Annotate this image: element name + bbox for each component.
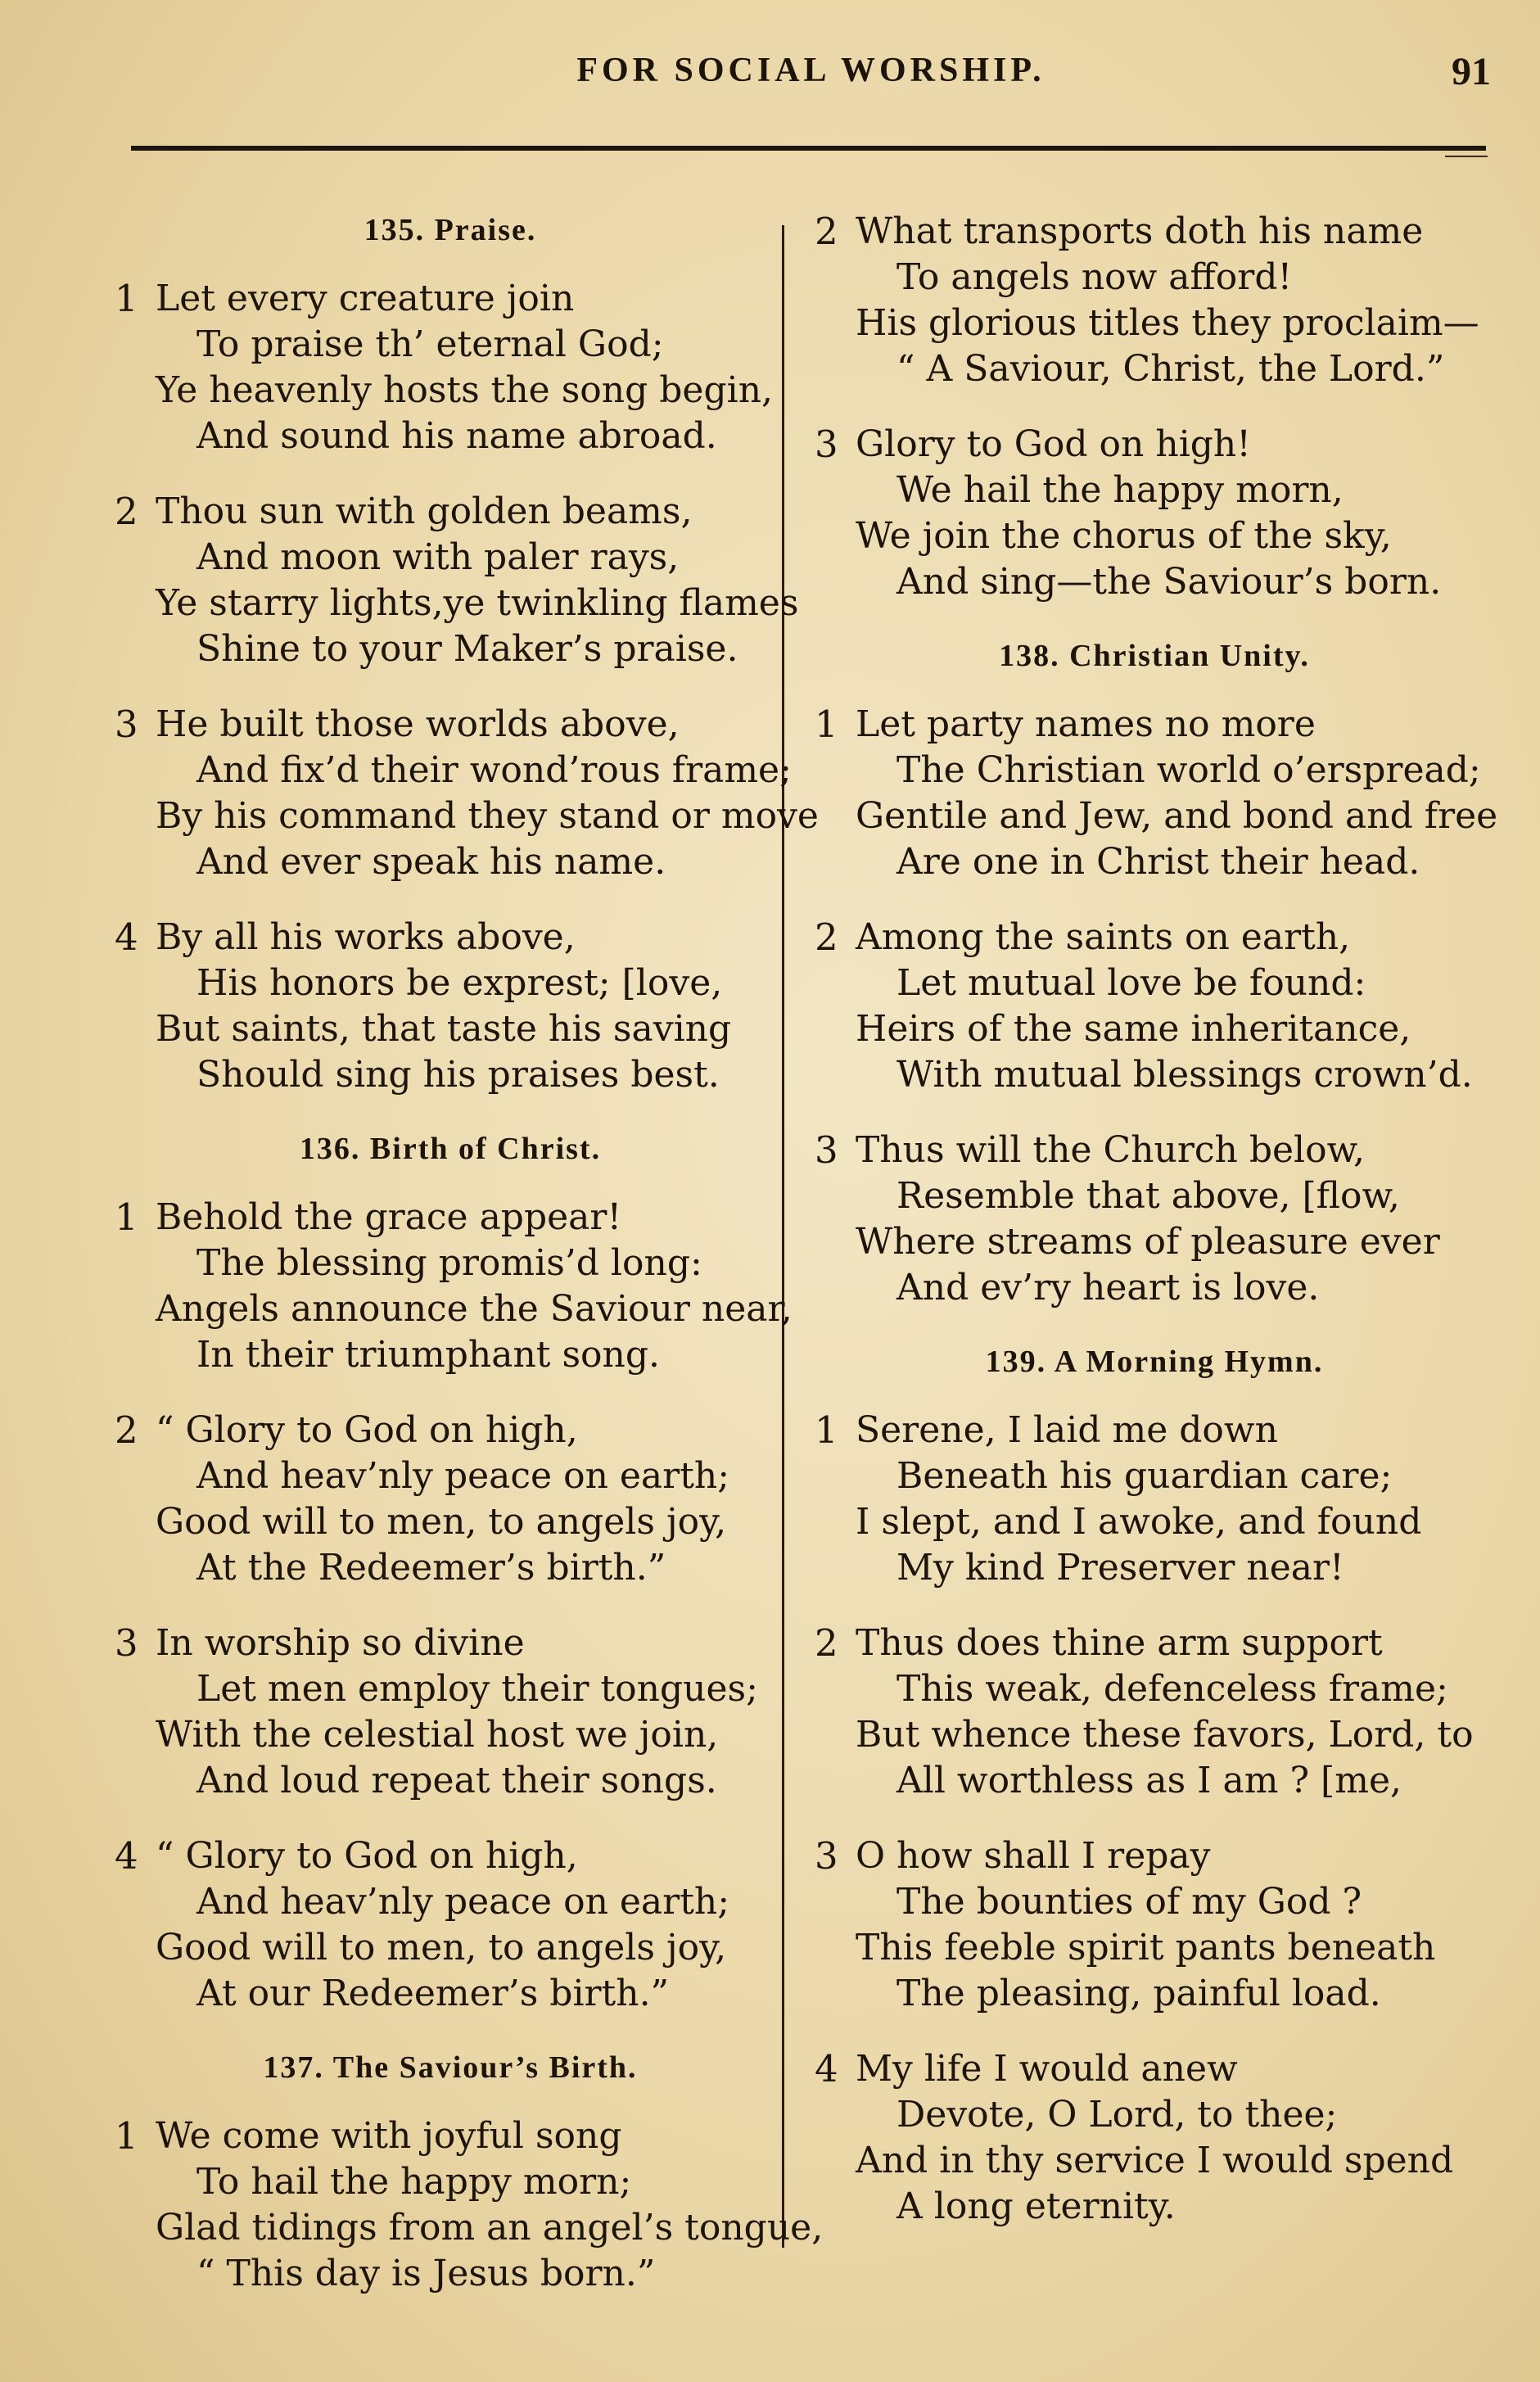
verse-line: We join the chorus of the sky,	[856, 515, 1392, 557]
verse	[115, 1833, 786, 2017]
verse-line: My life I would anew	[856, 2048, 1238, 2090]
verse	[815, 915, 1494, 1098]
verse-number: 2	[115, 490, 138, 533]
verse-line: And sing—the Saviour’s born.	[896, 561, 1442, 603]
verse-line: The blessing promis’d long:	[196, 1242, 702, 1284]
verse-line: Heirs of the same inheritance,	[856, 1008, 1411, 1050]
verse-number: 4	[115, 1834, 138, 1878]
verse-line: In worship so divine	[156, 1622, 525, 1664]
verse-line: At the Redeemer’s birth.”	[196, 1547, 666, 1589]
verse	[115, 1620, 786, 1804]
verse-line: Are one in Christ their head.	[896, 841, 1420, 883]
verse	[815, 209, 1494, 392]
verse	[815, 1620, 1494, 1804]
verse-line: And loud repeat their songs.	[196, 1760, 717, 1801]
verse-line: Gentile and Jew, and bond and free	[856, 795, 1498, 837]
verse-line: At our Redeemer’s birth.”	[196, 1973, 670, 2014]
left-column	[115, 209, 824, 2326]
verse	[115, 702, 819, 885]
verse-line: “ Glory to God on high,	[156, 1835, 578, 1877]
verse-line: “ A Saviour, Christ, the Lord.”	[896, 348, 1445, 390]
verse-line: Shine to your Maker’s praise.	[196, 628, 738, 670]
verse	[815, 1128, 1494, 1311]
verse-line: This weak, defenceless frame;	[896, 1668, 1448, 1710]
verse-line: Where streams of pleasure ever	[856, 1221, 1440, 1263]
verse-line: He built those worlds above,	[156, 703, 680, 745]
verse-number: 2	[115, 1408, 138, 1452]
verse-number: 3	[115, 703, 138, 746]
hymn-title: 137. The Saviour’s Birth.	[263, 2050, 638, 2085]
verse-line: Ye starry lights,ye twinkling flames	[156, 582, 799, 624]
verse-line: Ye heavenly hosts the song begin,	[156, 369, 774, 411]
verse-line: Thou sun with golden beams,	[156, 490, 693, 532]
verse	[115, 1408, 786, 1591]
verse-line: Good will to men, to angels joy,	[156, 1501, 727, 1543]
verse-line: With mutual blessings crown’d.	[896, 1054, 1473, 1096]
verse-line: Thus does thine arm support	[856, 1622, 1383, 1664]
verse-number: 1	[115, 277, 138, 320]
verse-line: I slept, and I awoke, and found	[856, 1501, 1422, 1543]
verse-line: And heav’nly peace on earth;	[196, 1455, 730, 1497]
verse-line: Glory to God on high!	[856, 423, 1251, 465]
verse-line: O how shall I repay	[856, 1835, 1211, 1877]
verse-line: Beneath his guardian care;	[896, 1455, 1393, 1497]
verse	[115, 1195, 793, 1378]
verse-line: “ Glory to God on high,	[156, 1409, 578, 1451]
verse-line: What transports doth his name	[856, 210, 1424, 252]
verse-line: A long eternity.	[896, 2185, 1176, 2227]
verse-line: All worthless as I am ? [me,	[896, 1760, 1402, 1801]
verse-number: 2	[815, 210, 838, 253]
verse-line: The bounties of my God ?	[896, 1881, 1362, 1923]
verse-line: Good will to men, to angels joy,	[156, 1927, 727, 1968]
verse-line: The Christian world o’erspread;	[896, 749, 1481, 791]
verse-line: My kind Preserver near!	[896, 1547, 1344, 1589]
hymn-title: 139. A Morning Hymn.	[985, 1345, 1324, 1379]
verse	[115, 915, 786, 1098]
hymn-title: 136. Birth of Christ.	[299, 1132, 602, 1166]
running-title: FOR SOCIAL WORSHIP.	[576, 52, 1045, 89]
verse-line: And ev’ry heart is love.	[896, 1267, 1320, 1309]
verse-line: Thus will the Church below,	[856, 1129, 1366, 1171]
verse-line: And sound his name abroad.	[196, 415, 717, 457]
verse-line: His glorious titles they proclaim—	[856, 302, 1479, 344]
hymn-title: 135. Praise.	[364, 213, 537, 247]
verse-line: We come with joyful song	[156, 2115, 622, 2157]
right-column	[815, 209, 1498, 2259]
header-rule-tail	[1445, 156, 1488, 157]
verse-line: This feeble spirit pants beneath	[856, 1927, 1436, 1968]
verse-line: Devote, O Lord, to thee;	[896, 2094, 1338, 2136]
verse	[815, 1408, 1494, 1591]
header-rule	[131, 146, 1486, 151]
verse-number: 4	[815, 2047, 838, 2090]
verse-line: “ This day is Jesus born.”	[196, 2253, 656, 2294]
verse-number: 3	[115, 1621, 138, 1665]
verse-line: But saints, that taste his saving	[156, 1008, 732, 1050]
verse-line: But whence these favors, Lord, to	[856, 1714, 1474, 1756]
verse	[815, 702, 1498, 885]
verse-line: The pleasing, painful load.	[896, 1973, 1381, 2014]
verse-line: Serene, I laid me down	[856, 1409, 1278, 1451]
verse-line: Let men employ their tongues;	[196, 1668, 758, 1710]
verse-line: And heav’nly peace on earth;	[196, 1881, 730, 1923]
verse-line: Should sing his praises best.	[196, 1054, 720, 1096]
verse-line: Among the saints on earth,	[856, 916, 1351, 958]
verse-line: And ever speak his name.	[196, 841, 666, 883]
verse-line: Behold the grace appear!	[156, 1196, 622, 1238]
verse	[815, 1833, 1494, 2017]
verse-line: Let party names no more	[856, 703, 1316, 745]
verse	[115, 2113, 824, 2297]
verse-number: 3	[815, 1834, 838, 1878]
page-number: 91	[1452, 50, 1491, 93]
verse-number: 1	[815, 1408, 838, 1452]
verse-line: To hail the happy morn;	[196, 2161, 632, 2203]
verse-line: With the celestial host we join,	[156, 1714, 719, 1756]
verse-line: And in thy service I would spend	[856, 2140, 1454, 2181]
verse-line: To praise th’ eternal God;	[196, 323, 664, 365]
verse-line: Glad tidings from an angel’s tongue,	[156, 2207, 824, 2249]
verse-line: We hail the happy morn,	[896, 469, 1344, 511]
hymn-title: 138. Christian Unity.	[999, 639, 1310, 673]
verse-line: By his command they stand or move	[156, 795, 819, 837]
verse-line: His honors be exprest; [love,	[196, 962, 723, 1004]
verse	[815, 422, 1494, 605]
verse	[115, 489, 799, 672]
verse-line: In their triumphant song.	[196, 1334, 661, 1376]
verse-line: Let every creature join	[156, 278, 575, 319]
verse-number: 2	[815, 1621, 838, 1665]
verse-line: To angels now afford!	[896, 256, 1293, 298]
verse-line: And moon with paler rays,	[196, 536, 680, 578]
verse-line: Let mutual love be found:	[896, 962, 1366, 1004]
verse-line: And fix’d their wond’rous frame;	[196, 749, 792, 791]
verse	[115, 276, 786, 459]
verse-line: Angels announce the Saviour near,	[156, 1288, 793, 1330]
verse-line: Resemble that above, [flow,	[896, 1175, 1400, 1217]
verse-number: 1	[115, 1196, 138, 1239]
verse-number: 3	[815, 423, 838, 466]
verse-line: By all his works above,	[156, 916, 576, 958]
verse	[815, 2046, 1494, 2230]
page-header	[131, 51, 1491, 108]
verse-number: 2	[815, 915, 838, 959]
verse-number: 3	[815, 1128, 838, 1172]
verse-number: 1	[115, 2114, 138, 2158]
verse-number: 1	[815, 703, 838, 746]
verse-number: 4	[115, 915, 138, 959]
